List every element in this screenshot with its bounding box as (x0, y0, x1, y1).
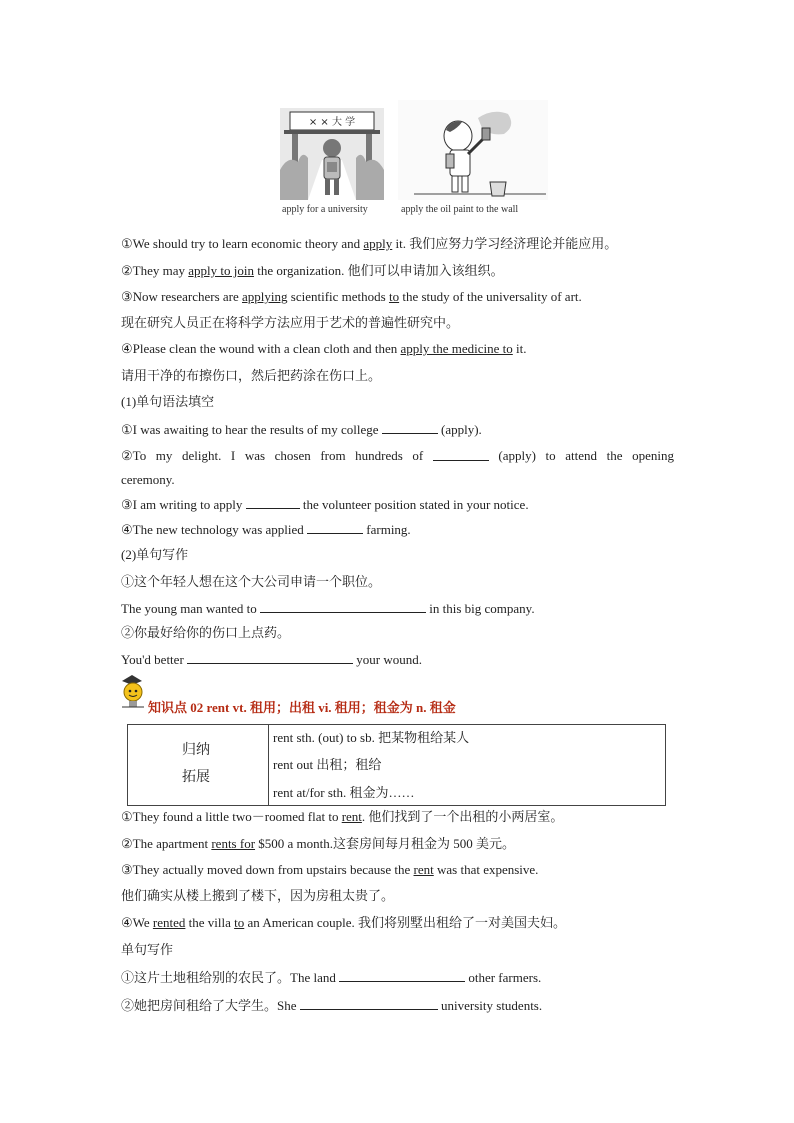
exercise-prompt: ②你最好给你的伤口上点药。 (121, 625, 291, 640)
table-label-cell (128, 725, 269, 805)
caption-apply-paint: apply the oil paint to the wall (401, 204, 519, 215)
exercise-item: The young man wanted to in this big company. (121, 601, 535, 616)
exercise-item: ①I was awaiting to hear the results of my college (apply). (121, 422, 482, 437)
example-sentence: ④Please clean the wound with a clean cloth and then apply the medicine to it. (121, 341, 527, 356)
exercise-prompt: ①这个年轻人想在这个大公司申请一个职位。 (121, 574, 382, 589)
example-sentence: ②They may apply to join the organization. 他们可以申请加入该组织。 (121, 263, 504, 278)
summary-table (127, 724, 666, 806)
example-sentence: ③Now researchers are applying scientific methods to the study of the universality of art. (121, 289, 582, 304)
section-title: (2)单句写作 (121, 547, 189, 562)
answer-blank[interactable] (339, 969, 465, 982)
table-entry: rent at/for sth. 租金为…… (273, 785, 415, 800)
table-entry: rent sth. (out) to sb. 把某物租给某人 (273, 730, 470, 745)
answer-blank[interactable] (300, 997, 438, 1010)
example-sentence: ①They found a little two－roomed flat to rent. 他们找到了一个出租的小两居室。 (121, 809, 564, 824)
example-sentence: ④We rented the villa to an American couple. 我们将别墅出租给了一对美国夫妇。 (121, 915, 566, 930)
exercise-item: You'd better your wound. (121, 652, 422, 667)
table-label: 归纳 (182, 743, 210, 758)
university-sign-text: × × 大 学 (308, 117, 356, 128)
exercise-item: ②To my delight. I was chosen from hundreds of (apply) to attend the opening (121, 448, 674, 463)
lightbulb-icon (118, 673, 148, 711)
table-label: 拓展 (182, 770, 210, 785)
exercise-item: ④The new technology was applied farming. (121, 522, 411, 537)
section-title: 单句写作 (121, 942, 174, 957)
exercise-item: ②她把房间租给了大学生。She university students. (121, 998, 543, 1013)
illustration (278, 100, 550, 222)
example-translation: 现在研究人员正在将科学方法应用于艺术的普遍性研究中。 (121, 315, 460, 330)
answer-blank[interactable] (382, 421, 438, 434)
exercise-item: ③I am writing to apply the volunteer position stated in your notice. (121, 497, 529, 512)
answer-blank[interactable] (433, 448, 489, 461)
table-entry: rent out 出租；租给 (273, 757, 382, 772)
example-sentence: ③They actually moved down from upstairs because the rent was that expensive. (121, 862, 539, 877)
caption-apply-university: apply for a university (282, 204, 368, 215)
exercise-item: ①这片土地租给别的农民了。The land other farmers. (121, 970, 542, 985)
example-translation: 他们确实从楼上搬到了楼下，因为房租太贵了。 (121, 888, 395, 903)
answer-blank[interactable] (246, 496, 300, 509)
answer-blank[interactable] (187, 651, 353, 664)
answer-blank[interactable] (260, 600, 426, 613)
exercise-continuation: ceremony. (121, 472, 175, 487)
answer-blank[interactable] (307, 521, 363, 534)
example-translation: 请用干净的布擦伤口，然后把药涂在伤口上。 (121, 368, 382, 383)
section-title: (1)单句语法填空 (121, 394, 215, 409)
example-sentence: ①We should try to learn economic theory and apply it. 我们应努力学习经济理论并能应用。 (121, 236, 618, 251)
knowledge-point-heading (118, 673, 678, 713)
example-sentence: ②The apartment rents for $500 a month.这套房间每月租金为 500 美元。 (121, 836, 516, 851)
knowledge-point-title: 知识点 02 rent vt. 租用；出租 vi. 租用；租金为 n. 租金 (148, 700, 456, 715)
